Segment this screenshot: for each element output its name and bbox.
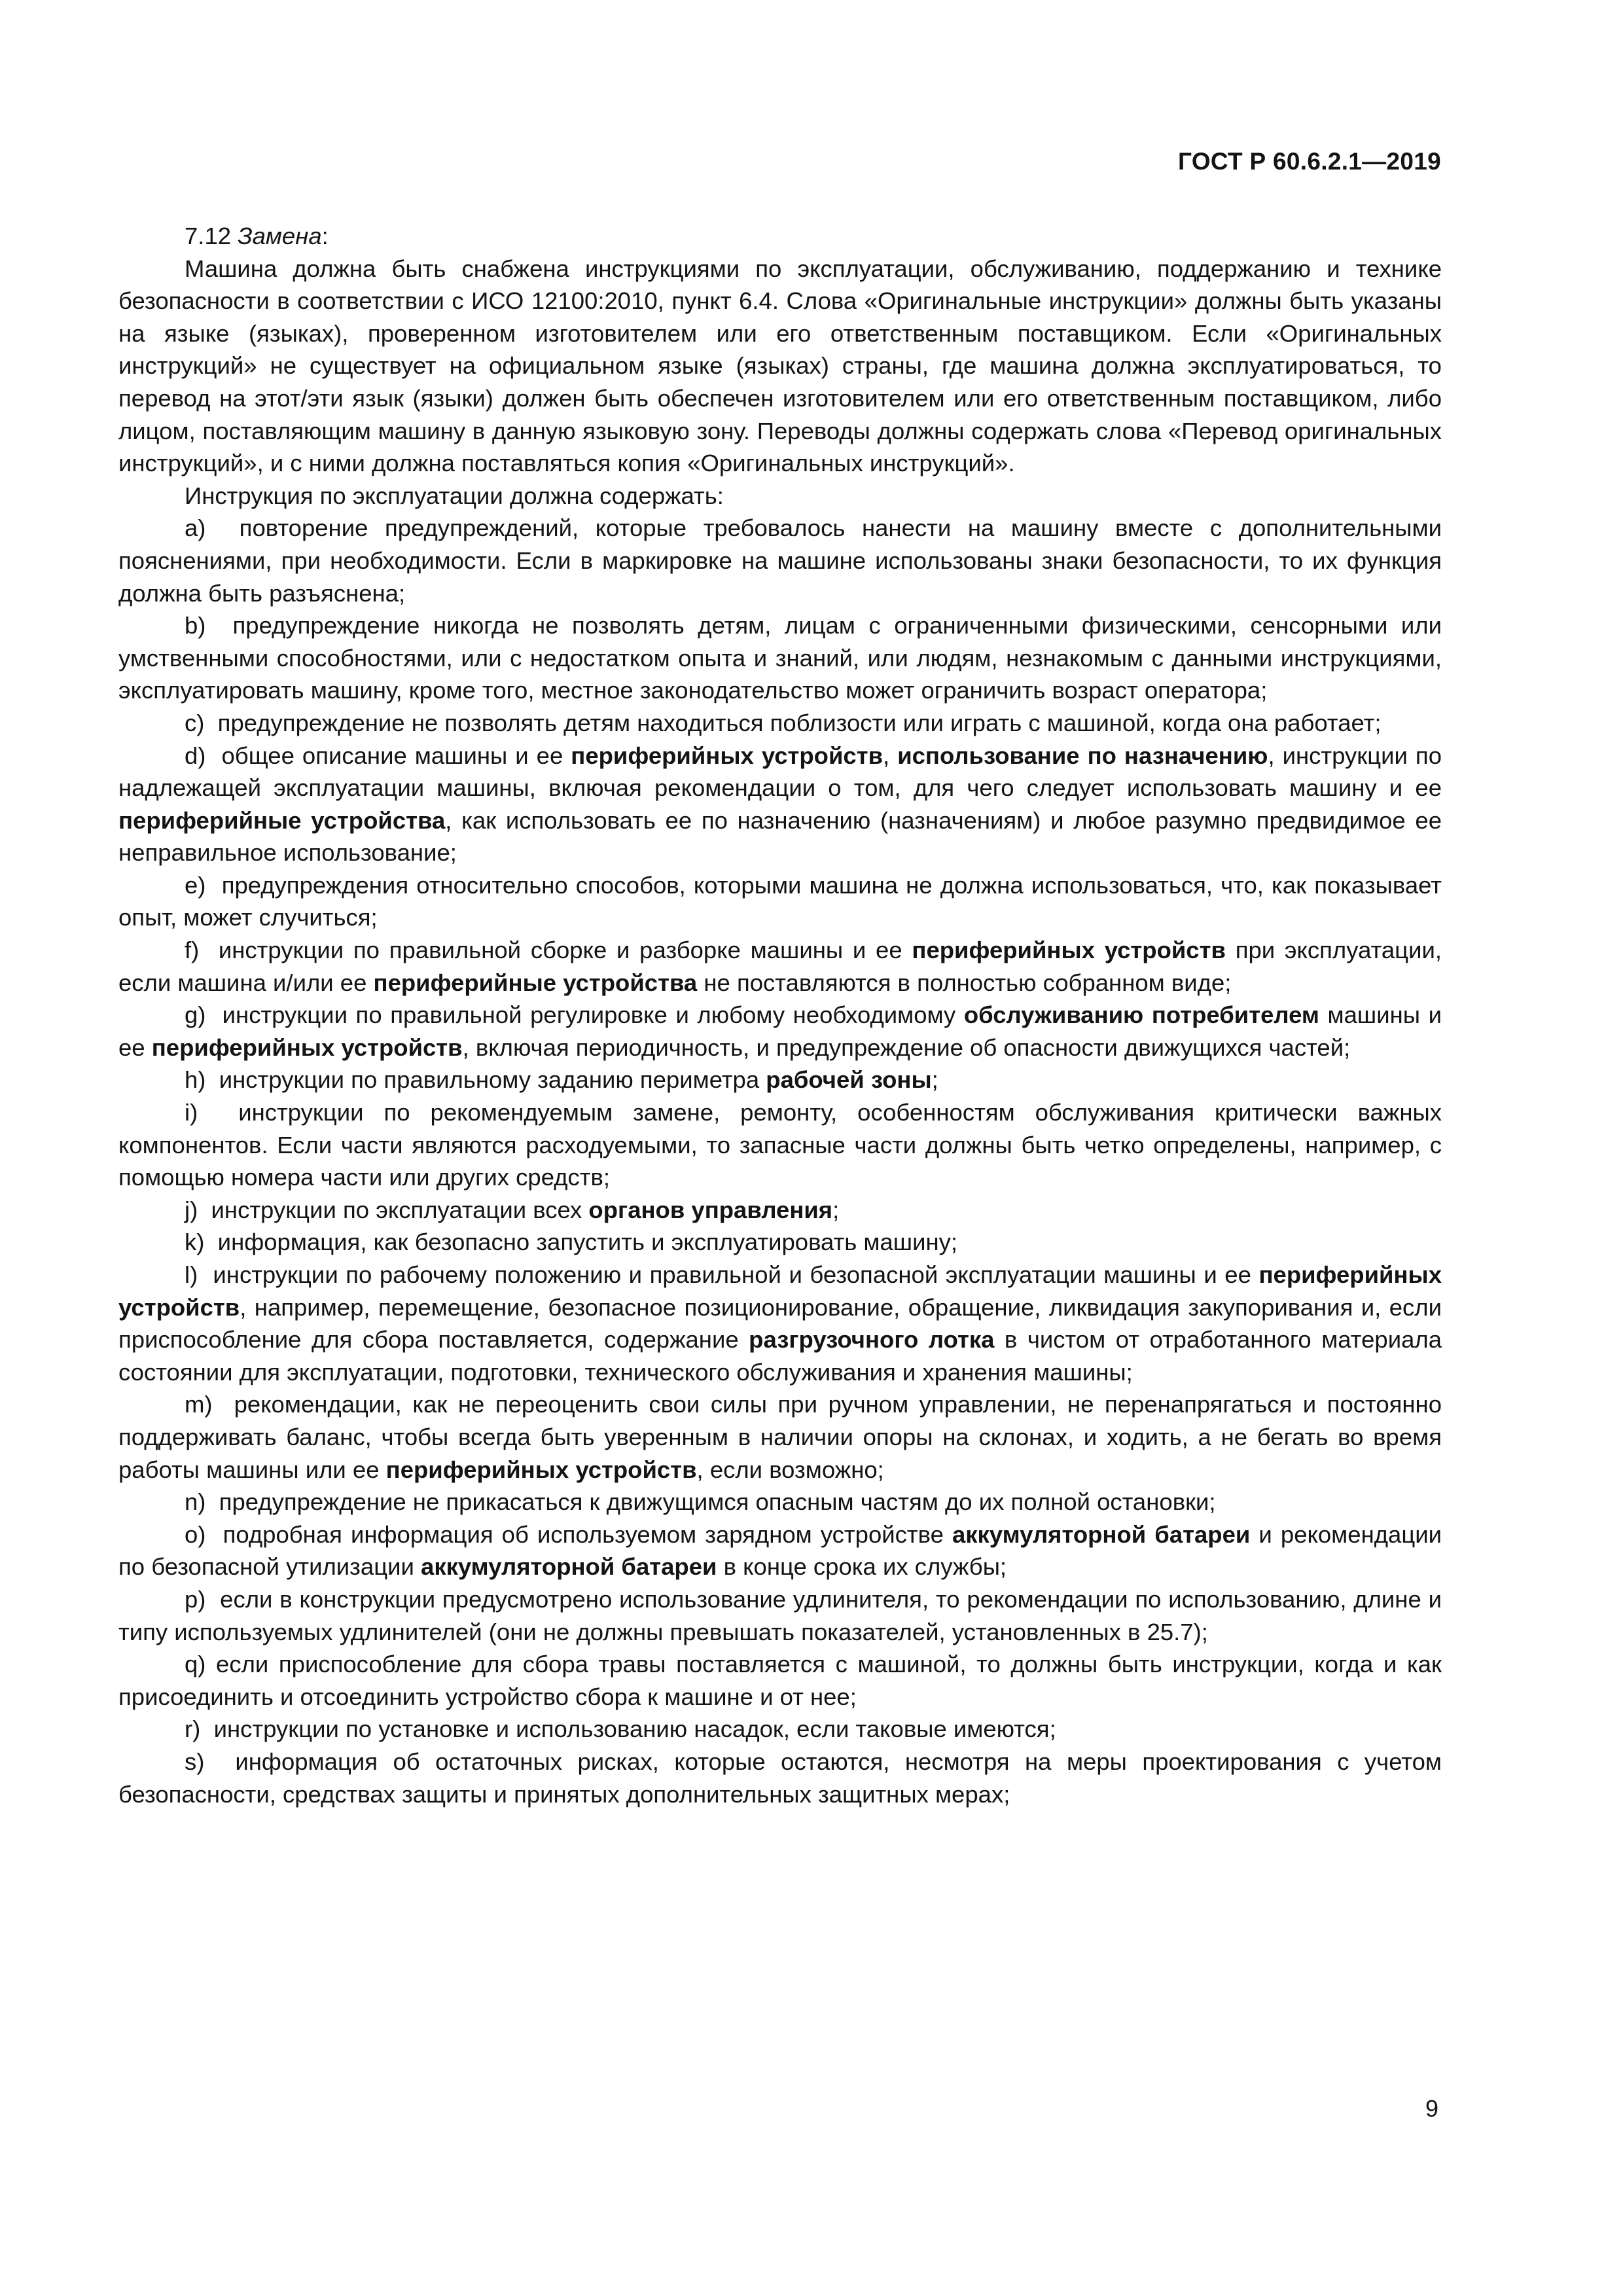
paragraph [118,1486,1442,1518]
text-run: ; [931,1066,938,1094]
bold-term: органов управления [588,1196,833,1223]
bold-term: использование по назначению [897,742,1268,769]
paragraph [118,707,1442,740]
paragraph [118,1518,1442,1583]
paragraph [118,253,1442,480]
text-run: а) повторение предупреждений, которые требовалось нанести на машину вместе с дополнительными пояснениями, при необходимости. Если в маркировке на машине использованы знаки безопасности, то их функция должна быть разъяснена; [118,514,1442,607]
text-run: ; [832,1196,840,1223]
text-run: , инструкции по надлежащей эксплуатации машины, включая рекомендации о том, для чего следует использовать машину и ее [118,742,1442,802]
text-run: , например, перемещение, безопасное позиционирование, обращение, ликвидация закупоривания и, если приспособление для сбора поставляется, содержание [118,1293,1442,1354]
paragraph [118,1388,1442,1486]
paragraph [118,1064,1442,1096]
bold-term: рабочей зоны [766,1066,932,1094]
text-run: не поставляются в полностью собранном виде; [697,969,1232,996]
bold-term: периферийные устройства [373,969,698,996]
text-run: m) рекомендации, как не переоценить свои силы при ручном управлении, не перенапрягаться и постоянно поддерживать баланс, чтобы всегда быть уверенным в наличии опоры на склонах, и ходить, а не бегать во время работы машины или ее [118,1391,1442,1483]
text-run: , как использовать ее по назначению (назначениям) и любое разумно предвидимое ее неправильное использование; [118,806,1442,867]
bold-term: периферийных устройств [385,1456,697,1483]
text-run: в конце срока их службы; [717,1553,1007,1581]
text-run: Инструкция по эксплуатации должна содержать: [185,482,724,509]
paragraph [118,512,1442,609]
paragraph [118,1648,1442,1713]
text-run: n) предупреждение не прикасаться к движущимся опасным частям до их полной остановки; [185,1488,1216,1516]
bold-term: аккумуляторной батареи [952,1520,1251,1548]
paragraph [118,1713,1442,1746]
text-run: h) инструкции по правильному заданию периметра [185,1066,766,1094]
paragraph [118,1096,1442,1194]
text-run: в чистом от отработанного материала состоянии для эксплуатации, подготовки, технического обслуживания и хранения машины; [118,1326,1442,1386]
paragraph [118,934,1442,999]
bold-term: разгрузочного лотка [749,1326,995,1354]
section-number: 7.12 [185,223,232,249]
paragraph [118,999,1442,1064]
bold-term: периферийных устройств [571,742,883,769]
text-run: о) подробная информация об используемом зарядном устройстве [185,1520,952,1548]
page-number: 9 [1425,2095,1438,2122]
text-run: с) предупреждение не позволять детям находиться поблизости или играть с машиной, когда она работает; [185,709,1382,736]
text-run: Машина должна быть снабжена инструкциями по эксплуатации, обслуживанию, поддержанию и технике безопасности в соответствии с ИСО 12100:2010, пункт 6.4. Слова «Оригинальные инструкции» должны быть указаны на языке (языках), проверенном изготовителем или его ответственным поставщиком. Если «Оригинальных инструкций» не существует на официальном языке (языках) страны, где машина должна эксплуатироваться, то перевод на этот/эти язык (языки) должен быть обеспечен изготовителем или его ответственным поставщиком, либо лицом, поставляющим машину в данную языковую зону. Переводы должны содержать слова «Перевод оригинальных инструкций», и с ними должна поставляться копия «Оригинальных инструкций». [118,255,1442,477]
text-run: g) инструкции по правильной регулировке и любому необходимому [185,1001,964,1029]
paragraph [118,1583,1442,1648]
bold-term: периферийных устройств [151,1033,463,1061]
bold-term: периферийных устройств [912,937,1226,964]
text-run: j) инструкции по эксплуатации всех [185,1196,589,1223]
section-title: Замена [238,223,322,249]
document-body [118,220,1442,1810]
paragraph [118,1746,1442,1810]
text-run: и рекомендации по безопасной утилизации [118,1520,1442,1581]
text-run: k) информация, как безопасно запустить и эксплуатировать машину; [185,1229,958,1256]
paragraph [118,740,1442,869]
paragraph [118,1226,1442,1259]
text-run: b) предупреждение никогда не позволять детям, лицам с ограниченными физическими, сенсорными или умственными способностями, или с недостатком опыта и знаний, или людям, незнакомым с данными инструкциями, эксплуатировать машину, кроме того, местное законодательство может ограничить возраст оператора; [118,612,1442,704]
text-run: машины и ее [118,1001,1442,1061]
paragraph [118,1194,1442,1227]
paragraph [118,1259,1442,1388]
text-run: , если возможно; [696,1456,884,1483]
paragraph [118,869,1442,934]
text-run: р) если в конструкции предусмотрено использование удлинителя, то рекомендации по использованию, длине и типу используемых удлинителей (они не должны превышать показателей, установленных в 25.7); [118,1585,1442,1645]
bold-term: периферийных устройств [118,1261,1442,1321]
text-run: q) если приспособление для сбора травы поставляется с машиной, то должны быть инструкции, когда и как присоединить и отсоединить устройство сбора к машине и от нее; [118,1651,1442,1710]
document-code-header: ГОСТ Р 60.6.2.1—2019 [1178,148,1441,175]
bold-term: аккумуляторной батареи [421,1553,717,1581]
bold-term: периферийные устройства [118,806,446,834]
text-run: s) информация об остаточных рисках, которые остаются, несмотря на меры проектирования с учетом безопасности, средствах защиты и принятых дополнительных защитных мерах; [118,1748,1442,1808]
paragraph [118,480,1442,512]
text-run: е) предупреждения относительно способов, которыми машина не должна использоваться, что, как показывает опыт, может случиться; [118,871,1442,931]
text-run: i) инструкции по рекомендуемым замене, ремонту, особенностям обслуживания критически важных компонентов. Если части являются расходуемыми, то запасные части должны быть четко определены, например, с помощью номера части или других средств; [118,1099,1442,1191]
text-run: , включая периодичность, и предупреждение об опасности движущихся частей; [462,1033,1351,1061]
bold-term: обслуживанию потребителем [963,1001,1319,1029]
text-run: d) общее описание машины и ее [185,742,571,769]
text-run: при эксплуатации, если машина и/или ее [118,937,1442,996]
text-run: f) инструкции по правильной сборке и разборке машины и ее [185,937,912,964]
text-run: l) инструкции по рабочему положению и правильной и безопасной эксплуатации машины и ее [185,1261,1259,1288]
text-run: r) инструкции по установке и использованию насадок, если таковые имеются; [185,1715,1056,1743]
paragraph [118,609,1442,707]
paragraph-list [118,253,1442,1811]
section-heading: 7.12 Замена: [185,223,329,249]
text-run: , [883,742,898,769]
